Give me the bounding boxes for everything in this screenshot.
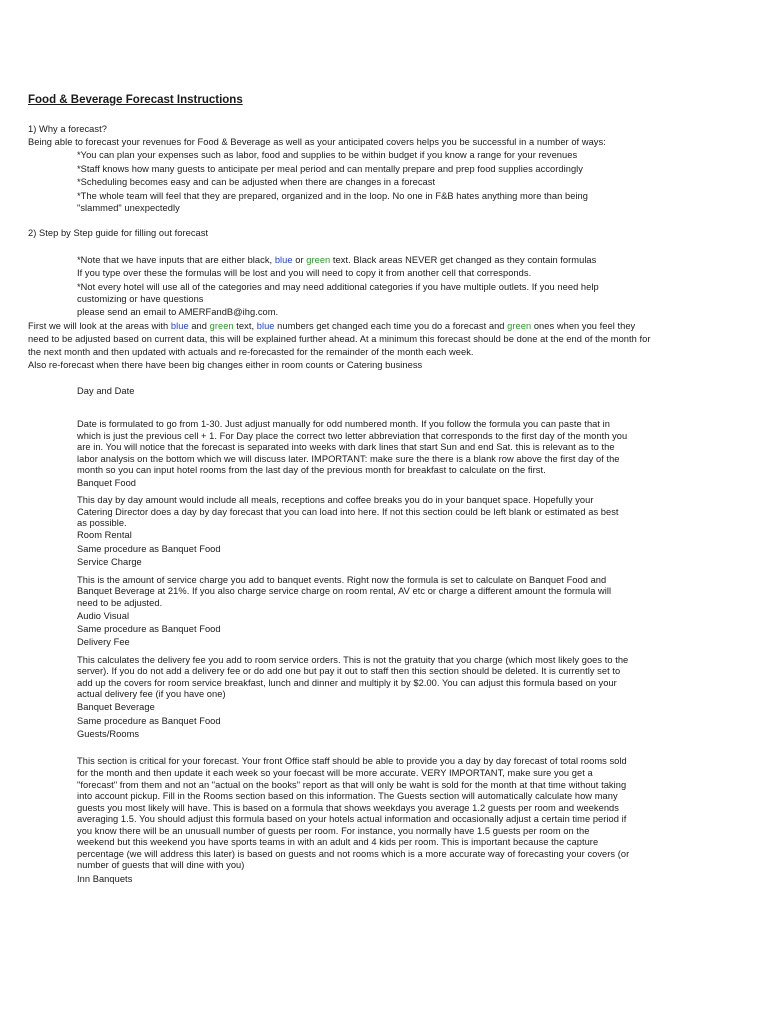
paragraph-line: Same procedure as Banquet Food [77,544,221,554]
day-and-date-heading: Day and Date [77,386,135,396]
note-suffix: text. Black areas NEVER get changed as they contain formulas [330,255,597,265]
bullet-line: *The whole team will feel that they are prepared, organized and in the loop. No one in F&B hates anything more than being [77,191,588,201]
paragraph-line: for the month and then update it each week so your foecast will be more accurate. VERY IMPORTANT, make sure you get a [77,768,593,778]
paragraph-line: averaging 1.5. You should adjust this formula based on your hotels actual information and occasionally adjust a certain time period if [77,814,627,824]
paragraph-line: month so you can input hotel rooms from the last day of the previous month for breakfast to calculate on the first. [77,465,546,475]
paragraph-line: This calculates the delivery fee you add to room service orders. This is not the gratuity that you charge (which most likely goes to the [77,655,629,665]
section1-intro: Being able to forecast your revenues for Food & Beverage as well as your anticipated covers helps you be successful in a number of ways: [28,137,606,147]
audio-visual-heading: Audio Visual [77,611,130,621]
areas-line: Also re-forecast when there have been big changes either in room counts or Catering business [28,360,423,370]
areas-text: numbers get changed each time you do a forecast and [274,321,508,331]
paragraph-line: Same procedure as Banquet Food [77,716,221,726]
banquet-food-heading: Banquet Food [77,478,137,488]
bullet-line: "slammed" unexpectedly [77,203,180,213]
document-title: Food & Beverage Forecast Instructions [28,94,243,106]
paragraph-line: as possible. [77,518,127,528]
note-line: If you type over these the formulas will be lost and you will need to copy it from another cell that corresponds. [77,268,532,278]
note-prefix: *Note that we have inputs that are either black, [77,255,275,265]
areas-line: need to be adjusted based on current data, this will be explained further ahead. At a minimum this forecast should be done at the end of the month for [28,334,651,344]
service-charge-heading: Service Charge [77,557,142,567]
guests-rooms-heading: Guests/Rooms [77,729,140,739]
section1-heading: 1) Why a forecast? [28,124,107,134]
paragraph-line: server). If you do not add a delivery fee or do add one but pay it out to staff then this section should be deleted. It is currently set to [77,666,621,676]
areas-text: First we will look at the areas with [28,321,171,331]
paragraph-line: Catering Director does a day by day forecast that you can load into here. If not this section could be left blank or estimated as best [77,507,619,517]
paragraph-line: Same procedure as Banquet Food [77,624,221,634]
areas-text: and [188,321,210,331]
paragraph-line: you know there will be an unusuall number of guests per room. For instance, you normally have 1.5 guests per room on the [77,826,590,836]
note-line [77,255,596,266]
areas-line [28,321,635,332]
paragraph-line: Date is formulated to go from 1-30. Just adjust manually for odd numbered month. If you follow the formula you can paste that in [77,419,610,429]
note-line: customizing or have questions [77,294,204,304]
paragraph-line: into account pickup. Fill in the Rooms section based on this information. The Guests section will automatically calculate how many [77,791,618,801]
delivery-fee-heading: Delivery Fee [77,637,130,647]
bullet-line: *Staff knows how many guests to anticipate per meal period and can mentally prepare and prep food supplies accordingly [77,164,583,174]
blue-keyword: blue [274,255,293,265]
green-keyword: green [306,255,331,265]
green-keyword: green [209,321,234,331]
blue-keyword: blue [256,321,275,331]
note-or: or [292,255,307,265]
banquet-beverage-heading: Banquet Beverage [77,702,155,712]
areas-text: text, [233,321,257,331]
paragraph-line: add up the covers for room service breakfast, lunch and dinner and multiply it by $2.00. You can adjust this formula based on your [77,678,617,688]
bullet-line: *Scheduling becomes easy and can be adjusted when there are changes in a forecast [77,177,436,187]
paragraph-line: which is just the previous cell + 1. For Day place the correct two letter abbreviation that corresponds to the first day of the month you [77,431,628,441]
paragraph-line: percentage (we will address this later) is based on guests and not rooms which is a more accurate way of forecasting your covers (or [77,849,630,859]
note-line: *Not every hotel will use all of the categories and may need additional categories if you have multiple outlets. If you need help [77,282,599,292]
paragraph-line: labor analysis on the bottom which we will discuss later. IMPORTANT: make sure the there is a blank row above the first day of the [77,454,620,464]
paragraph-line: This is the amount of service charge you add to banquet events. Right now the formula is set to calculate on Banquet Food and [77,575,607,585]
paragraph-line: This day by day amount would include all meals, receptions and coffee breaks you do in your banquet space. Hopefully your [77,495,594,505]
areas-line: the next month and then updated with actuals and re-forecasted for the remainder of the month each week. [28,347,474,357]
blue-keyword: blue [170,321,189,331]
paragraph-line: "forecast" from them and not an "actual on the books" report as that will only be waht is sold for the month at that time without taking [77,780,627,790]
areas-text: ones when you feel they [531,321,636,331]
room-rental-heading: Room Rental [77,530,132,540]
paragraph-line: This section is critical for your forecast. Your front Office staff should be able to provide you a day by day forecast of total rooms sold [77,756,627,766]
paragraph-line: actual delivery fee (if you have one) [77,689,226,699]
green-keyword: green [507,321,532,331]
contact-line: please send an email to AMERFandB@ihg.com. [77,307,279,317]
bullet-line: *You can plan your expenses such as labor, food and supplies to be within budget if you know a range for your revenues [77,150,578,160]
paragraph-line: are in. You will notice that the forecast is separated into weeks with dark lines that start Sun and end Sat. this is relevant as to the [77,442,615,452]
section2-heading: 2) Step by Step guide for filling out forecast [28,228,209,238]
paragraph-line: weekend but this weekend you have sports teams in with an adult and 4 kids per room. This is important because the capture [77,837,599,847]
paragraph-line: guests you most likely will have. This is based on a formula that shows weekdays you average 1.2 guests per room and weekends [77,803,619,813]
paragraph-line: need to be adjusted. [77,598,163,608]
paragraph-line: number of guests that will dine with you) [77,860,245,870]
inn-banquets-heading: Inn Banquets [77,874,133,884]
paragraph-line: Banquet Beverage at 21%. If you also charge service charge on room rental, AV etc or charge a different amount the formula will [77,586,612,596]
